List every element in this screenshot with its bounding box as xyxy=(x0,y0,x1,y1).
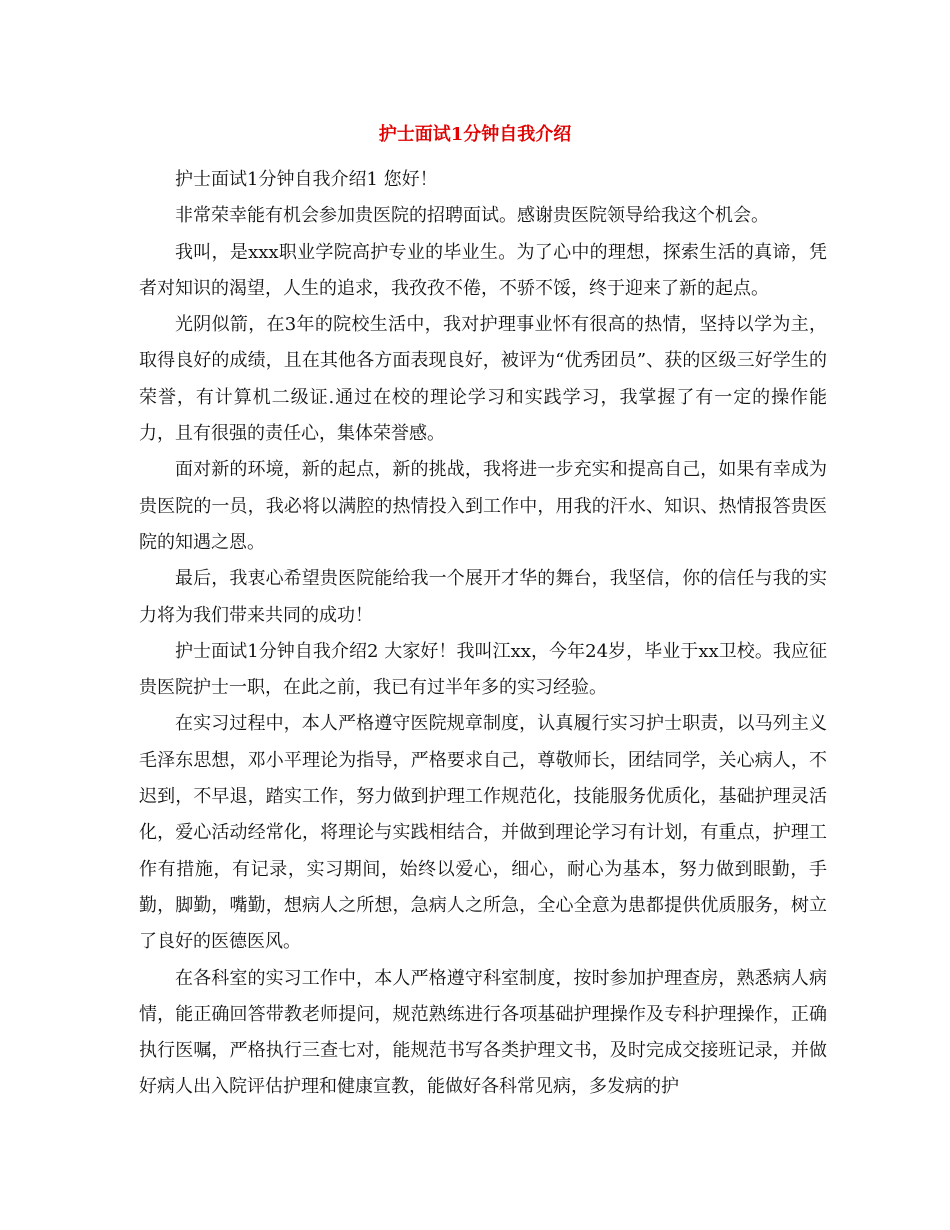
document-body xyxy=(139,162,827,1106)
document-title: 护士面试1分钟自我介绍 xyxy=(378,124,572,145)
paragraph-7: 护士面试1分钟自我介绍2 大家好！我叫江xx，今年24岁，毕业于xx卫校。我应征贵医院护士一职，在此之前，我已有过半年多的实习经验。 xyxy=(139,640,827,699)
paragraph-9: 在各科室的实习工作中，本人严格遵守科室制度，按时参加护理查房，熟悉病人病情，能正确回答带教老师提问，规范熟练进行各项基础护理操作及专科护理操作，正确执行医嘱，严格执行三查七对，能规范书写各类护理文书，及时完成交接班记录，并做好病人出入院评估护理和健康宣教，能做好各科常见病，多发病的护 xyxy=(139,967,827,1098)
paragraph-2: 非常荣幸能有机会参加贵医院的招聘面试。感谢贵医院领导给我这个机会。 xyxy=(175,205,769,227)
paragraph-4: 光阴似箭，在3年的院校生活中，我对护理事业怀有很高的热情，坚持以学为主，取得良好的成绩，且在其他各方面表现良好，被评为“优秀团员”、获的区级三好学生的荣誉，有计算机二级证.通过在校的理论学习和实践学习，我掌握了有一定的操作能力，且有很强的责任心，集体荣誉感。 xyxy=(139,314,827,445)
paragraph-1: 护士面试1分钟自我介绍1 您好！ xyxy=(175,169,438,190)
paragraph-6: 最后，我衷心希望贵医院能给我一个展开才华的舞台，我坚信，你的信任与我的实力将为我们带来共同的成功！ xyxy=(139,568,827,626)
paragraph-3: 我叫，是xxx职业学院高护专业的毕业生。为了心中的理想，探索生活的真谛，凭者对知识的渴望，人生的追求，我孜孜不倦，不骄不馁，终于迎来了新的起点。 xyxy=(139,241,827,299)
paragraph-5: 面对新的环境，新的起点，新的挑战，我将进一步充实和提高自己，如果有幸成为贵医院的一员，我必将以满腔的热情投入到工作中，用我的汗水、知识、热情报答贵医院的知遇之恩。 xyxy=(139,459,827,553)
paragraph-8: 在实习过程中，本人严格遵守医院规章制度，认真履行实习护士职责，以马列主义毛泽东思想，邓小平理论为指导，严格要求自己，尊敬师长，团结同学，关心病人，不迟到，不早退，踏实工作，努力做到护理工作规范化，技能服务优质化，基础护理灵活化，爱心活动经常化，将理论与实践相结合，并做到理论学习有计划，有重点，护理工作有措施，有记录，实习期间，始终以爱心，细心，耐心为基本，努力做到眼勤，手勤，脚勤，嘴勤，想病人之所想，急病人之所急，全心全意为患都提供优质服务，树立了良好的医德医风。 xyxy=(139,713,827,953)
